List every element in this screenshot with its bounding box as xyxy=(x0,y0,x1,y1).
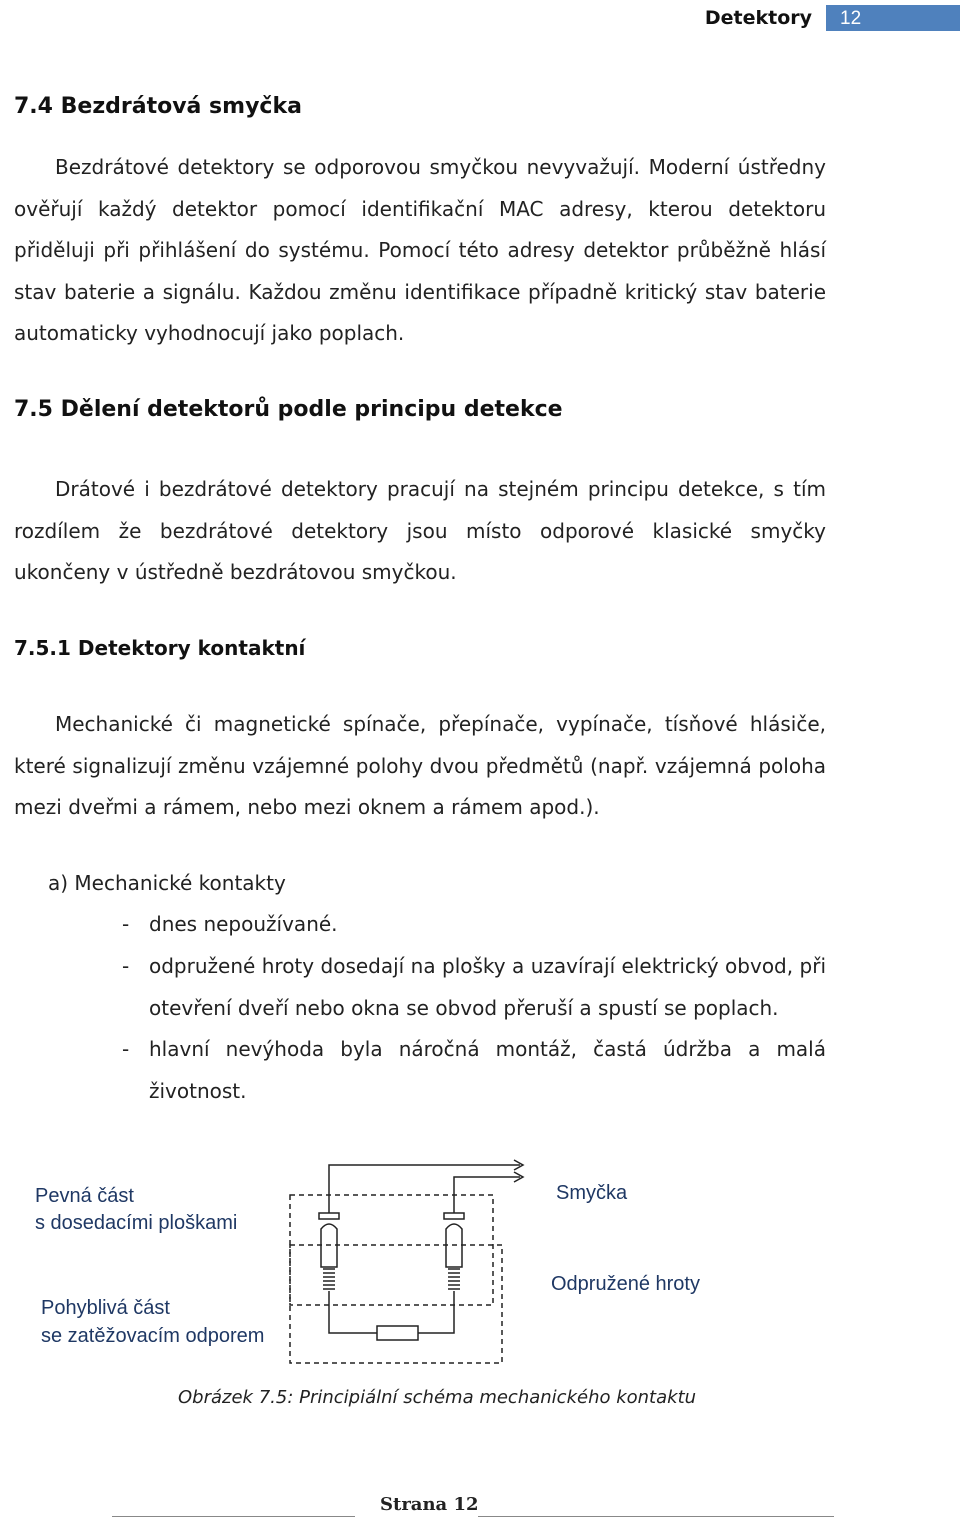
figure-caption-number: Obrázek 7.5: xyxy=(178,1387,294,1408)
section-heading-7-5-1: 7.5.1 Detektory kontaktní xyxy=(14,636,306,660)
list-item: - hlavní nevýhoda byla náročná montáž, častá údržba a malá životnost. xyxy=(122,1029,826,1112)
section-heading-7-4: 7.4 Bezdrátová smyčka xyxy=(14,94,302,119)
header-page-number: 12 xyxy=(840,8,862,29)
label-fixed-part-2: s dosedacími ploškami xyxy=(35,1212,238,1234)
paragraph-7-5-1 xyxy=(14,704,826,829)
list-item: - odpružené hroty dosedají na plošky a uzavírají elektrický obvod, při otevření dveří nebo okna se obvod přeruší a spustí se poplach. xyxy=(122,946,826,1029)
paragraph-7-4 xyxy=(14,147,826,355)
mechanical-contact-diagram xyxy=(30,1155,750,1375)
label-fixed-part: Pevná část xyxy=(35,1185,134,1207)
header-title: Detektory xyxy=(704,7,812,29)
list-item: - dnes nepoužívané. xyxy=(122,904,826,946)
dashed-frames xyxy=(290,1195,502,1363)
footer-page-label: Strana 12 xyxy=(380,1494,479,1515)
paragraph-7-5 xyxy=(14,469,826,594)
label-springs: Odpružené hroty xyxy=(551,1273,700,1295)
footer-rule-left xyxy=(112,1516,355,1517)
list-label-mechanical-contacts: a) Mechanické kontakty xyxy=(48,871,286,895)
section-heading-7-5: 7.5 Dělení detektorů podle principu detekce xyxy=(14,397,563,422)
paragraph-7-4-text: Bezdrátové detektory se odporovou smyčkou nevyvažují. Moderní ústředny ověřují každý detektor pomocí identifikační MAC adresy, kterou detektoru přiděluji při přihlášení do systému. Pomocí této adresy detektor průběžně hlásí stav baterie a signálu. Každou změnu identifikace případně kritický stav baterie automaticky vyhodnocují jako poplach. xyxy=(14,155,826,345)
list-item-text: odpružené hroty dosedají na plošky a uzavírají elektrický obvod, při otevření dveří nebo okna se obvod přeruší a spustí se poplach. xyxy=(149,954,826,1020)
list-item-text: dnes nepoužívané. xyxy=(149,912,338,936)
list-item-text: hlavní nevýhoda byla náročná montáž, častá údržba a malá životnost. xyxy=(149,1037,826,1103)
label-movable-part-2: se zatěžovacím odporem xyxy=(41,1325,265,1347)
header-page-number-box xyxy=(826,5,960,31)
figure-caption xyxy=(178,1387,696,1408)
label-loop: Smyčka xyxy=(556,1182,628,1204)
label-movable-part: Pohyblivá část xyxy=(41,1297,170,1319)
paragraph-7-5-text: Drátové i bezdrátové detektory pracují na stejném principu detekce, s tím rozdílem že bezdrátové detektory jsou místo odporové klasické smyčky ukončeny v ústředně bezdrátovou smyčkou. xyxy=(14,477,826,584)
loop-wires xyxy=(329,1160,523,1213)
footer-rule-right xyxy=(478,1516,834,1517)
spring-pins xyxy=(321,1224,462,1340)
paragraph-7-5-1-text: Mechanické či magnetické spínače, přepínače, vypínače, tísňové hlásiče, které signalizují změnu vzájemné polohy dvou předmětů (např. vzájemná poloha mezi dveřmi a rámem, nebo mezi oknem a rámem apod.). xyxy=(14,712,826,819)
figure-caption-text: Principiální schéma mechanického kontaktu xyxy=(299,1387,697,1408)
contact-pads xyxy=(319,1213,464,1219)
